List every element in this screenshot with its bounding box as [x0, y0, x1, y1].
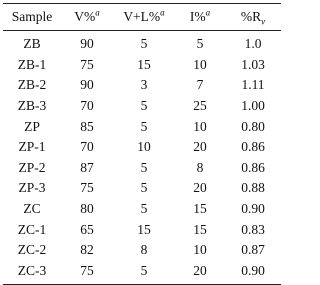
cell-percent-rv: 0.86	[241, 139, 265, 155]
cell-v-percent: 65	[80, 221, 94, 237]
cell-v-percent: 85	[80, 118, 94, 134]
cell-sample: ZB-1	[17, 56, 47, 72]
sample-composition-table	[3, 3, 281, 285]
header-superscript: a	[205, 7, 211, 18]
cell-sample: ZP-3	[18, 180, 46, 196]
table-header	[3, 4, 281, 31]
table-row	[3, 31, 281, 55]
table-row	[3, 96, 281, 117]
table-row	[3, 75, 281, 96]
cell-percent-rv: 0.90	[241, 201, 265, 217]
table-row	[3, 199, 281, 220]
header-row	[3, 4, 281, 31]
cell-i-percent: 20	[193, 180, 207, 196]
cell-i-percent: 25	[193, 98, 207, 114]
header-v-percent	[61, 4, 113, 31]
header-percent-rv	[225, 4, 281, 31]
cell-v-percent: 90	[80, 36, 94, 52]
cell-v-plus-l-percent: 5	[140, 36, 148, 52]
cell-percent-rv: 1.0	[244, 36, 262, 52]
cell-percent-rv: 1.00	[241, 98, 265, 114]
cell-v-percent: 87	[80, 159, 94, 175]
cell-i-percent: 20	[193, 262, 207, 278]
header-label: V+L%	[123, 9, 161, 24]
cell-i-percent: 5	[196, 36, 204, 52]
table-row	[3, 158, 281, 179]
cell-v-percent: 80	[80, 201, 94, 217]
cell-sample: ZB-3	[17, 98, 47, 114]
cell-v-plus-l-percent: 5	[140, 98, 148, 114]
cell-v-plus-l-percent: 15	[137, 56, 151, 72]
cell-v-percent: 70	[80, 98, 94, 114]
data-table-container	[3, 3, 281, 285]
cell-i-percent: 15	[193, 221, 207, 237]
table-row	[3, 116, 281, 137]
cell-sample: ZP-1	[18, 139, 46, 155]
header-i-percent	[175, 4, 225, 31]
cell-i-percent: 15	[193, 201, 207, 217]
cell-v-plus-l-percent: 10	[137, 139, 151, 155]
table-body	[3, 31, 281, 285]
header-label: %R	[240, 9, 262, 24]
cell-v-plus-l-percent: 5	[140, 262, 148, 278]
header-superscript: a	[160, 7, 165, 18]
cell-v-plus-l-percent: 15	[137, 221, 151, 237]
cell-v-percent: 90	[80, 77, 94, 93]
header-label: I%	[189, 9, 206, 24]
cell-percent-rv: 0.86	[241, 159, 265, 175]
cell-i-percent: 7	[196, 77, 204, 93]
cell-i-percent: 8	[196, 159, 204, 175]
cell-i-percent: 10	[193, 118, 207, 134]
header-v-plus-l-percent	[113, 4, 175, 31]
table-row	[3, 240, 281, 261]
table-row	[3, 178, 281, 199]
header-label: Sample	[11, 9, 53, 24]
cell-percent-rv: 0.80	[241, 118, 265, 134]
cell-sample: ZP	[24, 118, 40, 134]
cell-v-plus-l-percent: 5	[140, 118, 148, 134]
cell-sample: ZC-1	[17, 221, 47, 237]
cell-v-plus-l-percent: 5	[140, 180, 148, 196]
cell-i-percent: 10	[193, 242, 207, 258]
cell-v-percent: 75	[80, 56, 94, 72]
table-row	[3, 137, 281, 158]
header-superscript: a	[95, 7, 100, 18]
cell-v-percent: 82	[80, 242, 94, 258]
cell-percent-rv: 1.11	[241, 77, 265, 93]
cell-sample: ZP-2	[18, 159, 46, 175]
header-sample	[3, 4, 61, 31]
cell-v-plus-l-percent: 8	[140, 242, 148, 258]
cell-percent-rv: 0.90	[241, 262, 265, 278]
cell-v-plus-l-percent: 5	[140, 201, 148, 217]
cell-percent-rv: 0.83	[241, 221, 265, 237]
cell-v-percent: 75	[80, 262, 94, 278]
table-row	[3, 261, 281, 285]
cell-percent-rv: 0.88	[241, 180, 265, 196]
cell-percent-rv: 1.03	[241, 56, 265, 72]
cell-i-percent: 20	[193, 139, 207, 155]
cell-sample: ZC-3	[17, 262, 47, 278]
cell-v-percent: 70	[80, 139, 94, 155]
cell-percent-rv: 0.87	[241, 242, 265, 258]
cell-sample: ZB-2	[17, 77, 47, 93]
header-subscript: v	[261, 16, 266, 27]
cell-v-percent: 75	[80, 180, 94, 196]
header-label: V%	[74, 9, 96, 24]
cell-sample: ZB	[23, 36, 41, 52]
table-row	[3, 55, 281, 76]
cell-i-percent: 10	[193, 56, 207, 72]
cell-sample: ZC-2	[17, 242, 47, 258]
cell-sample: ZC	[23, 201, 41, 217]
cell-v-plus-l-percent: 3	[140, 77, 148, 93]
table-row	[3, 219, 281, 240]
cell-v-plus-l-percent: 5	[140, 159, 148, 175]
